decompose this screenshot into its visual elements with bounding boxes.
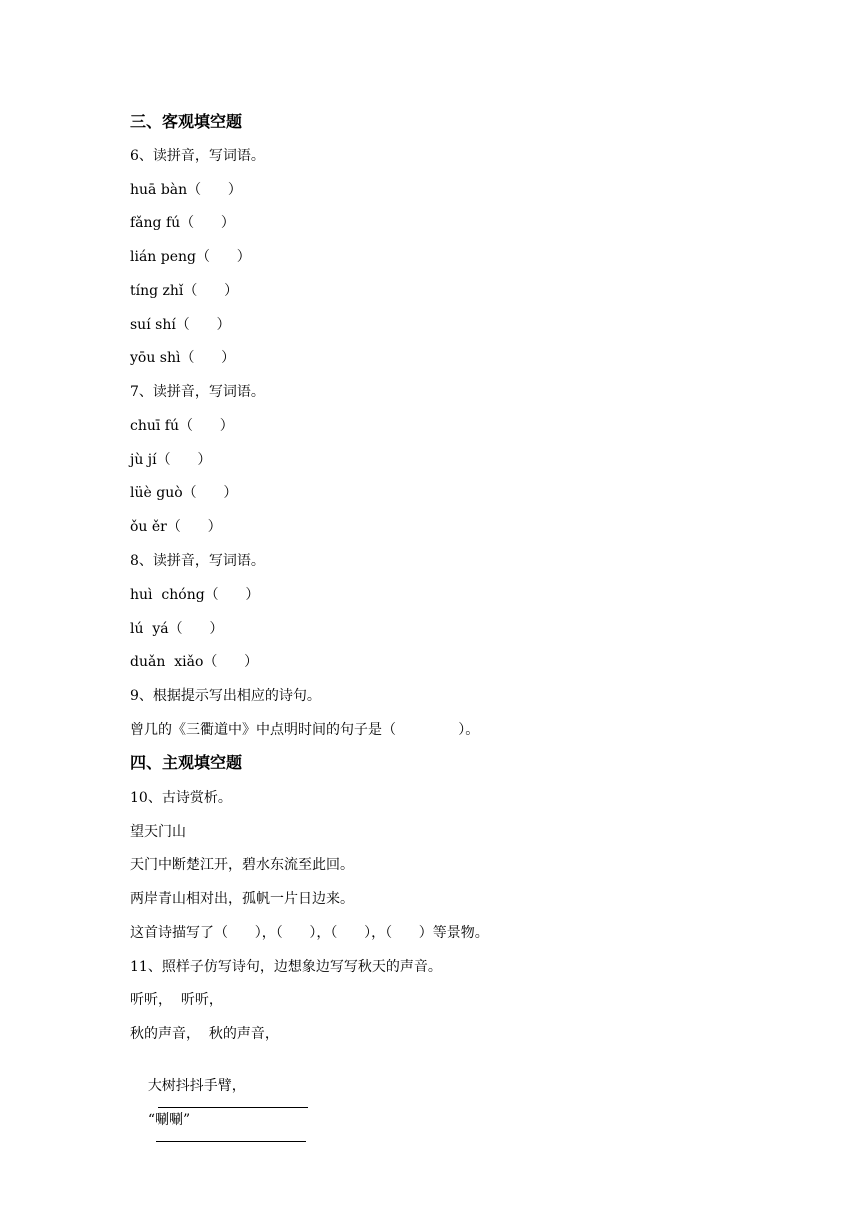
q7-item-4: ǒu ěr（ ） xyxy=(130,519,222,535)
q6-item-2: fǎng fú（ ） xyxy=(130,215,235,231)
q11-line-1: 听听， 听听， xyxy=(130,992,223,1008)
q6-item-6: yōu shì（ ） xyxy=(130,350,236,366)
question-6-prompt: 6、读拼音，写词语。 xyxy=(130,148,265,164)
q6-item-3: lián peng（ ） xyxy=(130,249,251,265)
question-10-prompt: 10、古诗赏析。 xyxy=(130,790,232,806)
poem-line-1: 天门中断楚江开，碧水东流至此回。 xyxy=(130,857,354,873)
q6-item-4: tíng zhǐ（ ） xyxy=(130,283,239,299)
q9-line: 曾几的《三衢道中》中点明时间的句子是（ ）。 xyxy=(130,722,480,738)
q6-item-5: suí shí（ ） xyxy=(130,317,231,333)
question-9-prompt: 9、根据提示写出相应的诗句。 xyxy=(130,688,321,704)
poem-line-2: 两岸青山相对出，孤帆一片日边来。 xyxy=(130,891,354,907)
q7-item-3: lüè guò（ ） xyxy=(130,485,238,501)
q7-item-1: chuī fú（ ） xyxy=(130,418,234,434)
q7-item-2: jù jí（ ） xyxy=(130,452,212,468)
section-3-title: 三、客观填空题 xyxy=(130,112,243,131)
question-11-prompt: 11、照样子仿写诗句，边想象边写写秋天的声音。 xyxy=(130,959,442,975)
question-8-prompt: 8、读拼音，写词语。 xyxy=(130,553,265,569)
poem-title: 望天门山 xyxy=(130,824,186,840)
q11-line-4 xyxy=(130,1093,306,1165)
section-4-title: 四、主观填空题 xyxy=(130,753,243,772)
q10-question: 这首诗描写了（ ），（ ），（ ），（ ）等景物。 xyxy=(130,925,489,941)
question-7-prompt: 7、读拼音，写词语。 xyxy=(130,384,265,400)
q6-item-1: huā bàn（ ） xyxy=(130,182,242,198)
q8-item-3: duǎn xiǎo（ ） xyxy=(130,654,259,670)
q11-line-3-label: 大树抖抖手臂， xyxy=(147,1078,246,1094)
q8-item-1: huì chóng（ ） xyxy=(130,587,260,603)
q11-line-2: 秋的声音， 秋的声音， xyxy=(130,1026,279,1042)
q11-line-4-answer-blank[interactable] xyxy=(156,1129,306,1142)
q11-line-4-label: “唰唰” xyxy=(147,1112,191,1128)
q8-item-2: lú yá（ ） xyxy=(130,621,224,637)
